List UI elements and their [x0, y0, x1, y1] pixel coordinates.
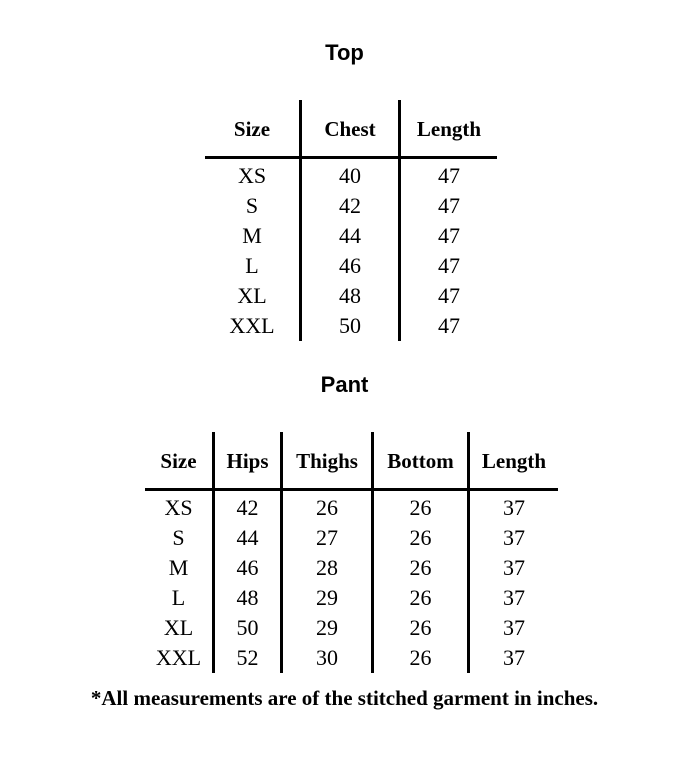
- table-cell: 26: [373, 613, 469, 643]
- table-cell: 48: [301, 281, 400, 311]
- table-cell: 50: [301, 311, 400, 341]
- table-row: [145, 490, 558, 524]
- table-cell: 28: [282, 553, 373, 583]
- table-cell: 29: [282, 583, 373, 613]
- table-cell: S: [245, 193, 259, 218]
- table-cell: S: [172, 525, 185, 550]
- table-cell: 42: [214, 490, 282, 524]
- column-header-thighs: Thighs: [282, 432, 373, 490]
- measurement-footnote: *All measurements are of the stitched garment in inches.: [90, 686, 599, 710]
- table-cell: 37: [469, 523, 559, 553]
- table-cell: 37: [469, 613, 559, 643]
- table-cell: L: [245, 253, 259, 278]
- column-header-length: Length: [469, 432, 559, 490]
- table-cell: 37: [469, 583, 559, 613]
- table-cell: L: [171, 585, 186, 610]
- top-section-title: Top: [325, 40, 364, 65]
- table-row: [205, 191, 497, 221]
- table-cell: XL: [237, 283, 267, 308]
- top-size-table: [205, 100, 497, 341]
- table-cell: 37: [469, 643, 559, 673]
- table-cell: 29: [282, 613, 373, 643]
- table-cell: 44: [301, 221, 400, 251]
- table-cell: 26: [373, 643, 469, 673]
- table-cell: 46: [301, 251, 400, 281]
- table-cell: 30: [282, 643, 373, 673]
- table-cell: 42: [301, 191, 400, 221]
- table-row: [205, 311, 497, 341]
- table-cell: 47: [400, 311, 498, 341]
- column-header-length: Length: [400, 100, 498, 158]
- table-cell: 37: [469, 553, 559, 583]
- table-cell: 26: [373, 490, 469, 524]
- table-cell: 48: [214, 583, 282, 613]
- table-cell: 26: [282, 490, 373, 524]
- table-row: [145, 643, 558, 673]
- table-cell: 44: [214, 523, 282, 553]
- table-cell: M: [242, 223, 262, 248]
- table-cell: 47: [400, 191, 498, 221]
- table-cell: 37: [469, 490, 559, 524]
- column-header-hips: Hips: [214, 432, 282, 490]
- table-cell: XXL: [155, 645, 202, 670]
- table-row: [145, 583, 558, 613]
- column-header-chest: Chest: [301, 100, 400, 158]
- table-cell: M: [168, 555, 189, 580]
- pant-section-title: Pant: [320, 372, 369, 397]
- table-cell: 52: [214, 643, 282, 673]
- table-cell: 50: [214, 613, 282, 643]
- table-header-row: [145, 432, 558, 490]
- table-cell: 27: [282, 523, 373, 553]
- table-row: [145, 523, 558, 553]
- table-cell: 47: [400, 281, 498, 311]
- table-cell: 26: [373, 553, 469, 583]
- table-cell: 26: [373, 523, 469, 553]
- pant-size-table: [145, 432, 558, 673]
- table-cell: 47: [400, 158, 498, 192]
- table-cell: XXL: [229, 313, 275, 338]
- table-cell: XS: [237, 163, 267, 188]
- table-row: [205, 251, 497, 281]
- table-cell: 26: [373, 583, 469, 613]
- table-row: [205, 281, 497, 311]
- column-header-size: Size: [145, 432, 214, 490]
- table-row: [145, 553, 558, 583]
- table-cell: 40: [301, 158, 400, 192]
- column-header-size: Size: [205, 100, 301, 158]
- table-cell: 47: [400, 221, 498, 251]
- table-row: [145, 613, 558, 643]
- table-row: [205, 221, 497, 251]
- column-header-bottom: Bottom: [373, 432, 469, 490]
- table-cell: 46: [214, 553, 282, 583]
- table-cell: 47: [400, 251, 498, 281]
- table-header-row: [205, 100, 497, 158]
- table-cell: XL: [163, 615, 194, 640]
- table-row: [205, 158, 497, 192]
- table-cell: XS: [164, 495, 193, 520]
